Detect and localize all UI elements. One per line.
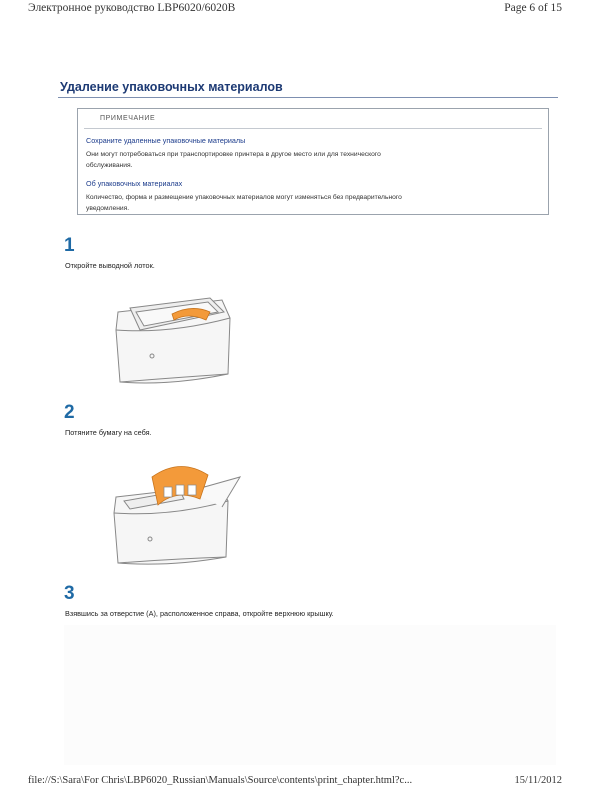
- document-header-title: Электронное руководство LBP6020/6020B: [28, 2, 236, 14]
- step-number: 3: [64, 583, 75, 604]
- note-text-line: уведомления.: [86, 205, 130, 212]
- print-date: 15/11/2012: [514, 775, 562, 786]
- step-text: Откройте выводной лоток.: [65, 261, 155, 270]
- section-title: Удаление упаковочных материалов: [60, 80, 283, 94]
- step-text: Потяните бумагу на себя.: [65, 428, 152, 437]
- note-text-line: обслуживания.: [86, 162, 133, 169]
- note-box: [77, 108, 549, 215]
- note-text-line: Они могут потребоваться при транспортировке принтера в другое место или для технического: [86, 151, 381, 158]
- file-path-footer: file://S:\Sara\For Chris\LBP6020_Russian\Manuals\Source\contents\print_chapter.html?c...: [28, 775, 413, 786]
- page-counter: Page 6 of 15: [504, 2, 562, 14]
- printer-pull-paper-illustration: [110, 455, 245, 570]
- step-text: Взявшись за отверстие (A), расположенное справа, откройте верхнюю крышку.: [65, 609, 334, 618]
- note-divider: [84, 128, 542, 129]
- printer-open-output-tray-illustration: [110, 290, 235, 390]
- step-number: 2: [64, 402, 75, 423]
- note-text-line: Количество, форма и размещение упаковочных материалов могут изменяться без предварительного: [86, 194, 402, 201]
- note-heading-about-materials: Об упаковочных материалах: [86, 179, 183, 188]
- note-heading-keep-materials: Сохраните удаленные упаковочные материалы: [86, 136, 246, 145]
- note-header: ПРИМЕЧАНИЕ: [100, 115, 156, 122]
- title-divider: [58, 97, 558, 98]
- illustration-placeholder-area: [64, 625, 556, 765]
- step-number: 1: [64, 235, 75, 256]
